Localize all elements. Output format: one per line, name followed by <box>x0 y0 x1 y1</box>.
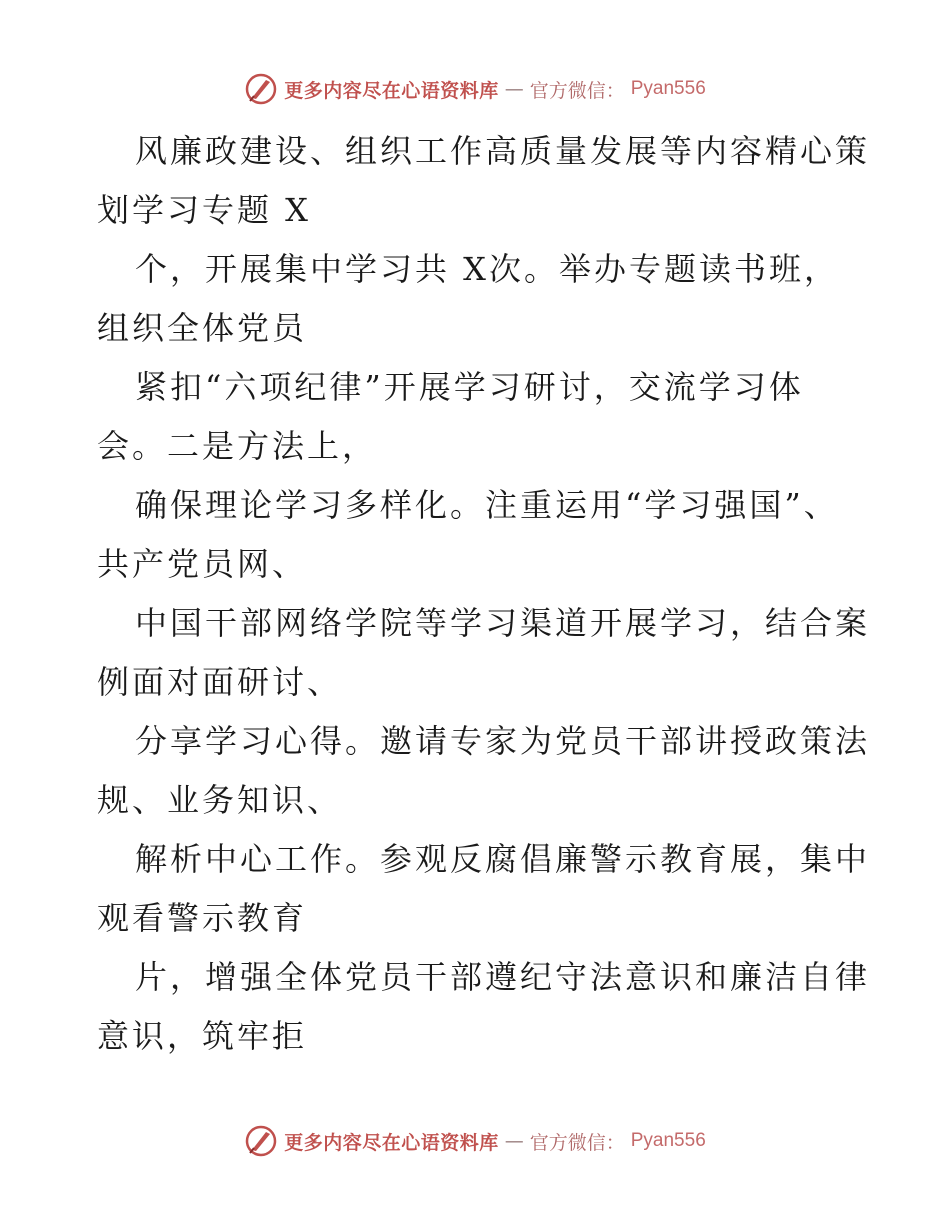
body-line: 共产党员网、 <box>97 545 308 583</box>
body-line: 划学习专题 X <box>97 191 311 229</box>
quill-logo-icon <box>244 72 278 106</box>
watermark-wechat-label: 官方微信： <box>529 79 625 102</box>
body-line: 风廉政建设、组织工作高质量发展等内容精心策 <box>135 132 871 170</box>
body-line: 例面对面研讨、 <box>97 663 343 701</box>
watermark-separator: — <box>504 78 524 100</box>
body-line: 解析中心工作。参观反腐倡廉警示教育展，集中 <box>135 840 871 878</box>
watermark-main-text: 更多内容尽在心语资料库 <box>284 79 499 102</box>
body-line: 观看警示教育 <box>97 899 308 937</box>
body-line: 中国干部网络学院等学习渠道开展学习，结合案 <box>135 604 871 642</box>
watermark-wechat-label: 官方微信： <box>529 1131 625 1154</box>
body-line: 规、业务知识、 <box>97 781 343 819</box>
body-line: 个，开展集中学习共 X次。举办专题读书班， <box>135 250 839 288</box>
watermark-wechat-id: Pyan556 <box>630 1130 706 1151</box>
footer-watermark <box>0 1124 950 1158</box>
watermark-wechat-id: Pyan556 <box>630 78 706 99</box>
body-line: 紧扣“六项纪律”开展学习研讨，交流学习体 <box>135 368 804 406</box>
document-body <box>97 122 871 1066</box>
body-line: 意识，筑牢拒 <box>97 1017 308 1055</box>
body-line: 分享学习心得。邀请专家为党员干部讲授政策法 <box>135 722 871 760</box>
body-line: 片，增强全体党员干部遵纪守法意识和廉洁自律 <box>135 958 871 996</box>
body-line: 组织全体党员 <box>97 309 308 347</box>
watermark-main-text: 更多内容尽在心语资料库 <box>284 1131 499 1154</box>
header-watermark <box>0 72 950 106</box>
body-line: 确保理论学习多样化。注重运用“学习强国”、 <box>135 486 839 524</box>
watermark-separator: — <box>504 1130 524 1152</box>
quill-logo-icon <box>244 1124 278 1158</box>
body-line: 会。二是方法上， <box>97 427 378 465</box>
